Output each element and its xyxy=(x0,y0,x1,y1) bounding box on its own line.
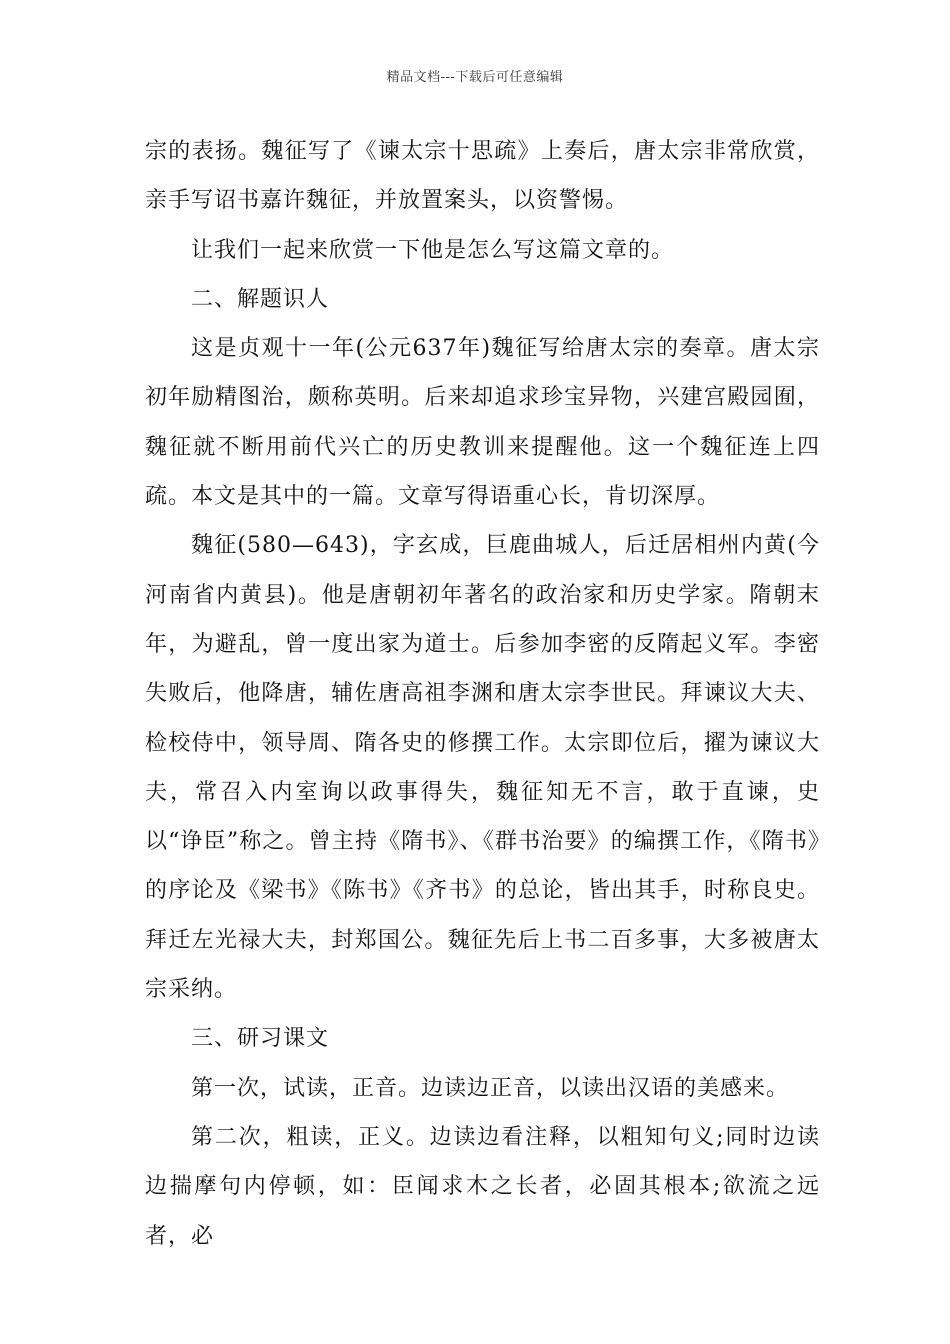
paragraph-1: 宗的表扬。魏征写了《谏太宗十思疏》上奏后，唐太宗非常欣赏，亲手写诏书嘉许魏征，并放置案头，以资警惕。 xyxy=(145,139,820,214)
paragraph-2: 让我们一起来欣赏一下他是怎么写这篇文章的。 xyxy=(191,237,675,263)
section-heading-2: 二、解题识人 xyxy=(191,286,330,312)
paragraph-4: 魏征(580—643)，字玄成，巨鹿曲城人，后迁居相州内黄(今河南省内黄县)。他是唐朝初年著名的政治家和历史学家。隋朝末年，为避乱，曾一度出家为道士。后参加李密的反隋起义军。李密失败后，他降唐，辅佐唐高祖李渊和唐太宗李世民。拜谏议大夫、检校侍中，领导周、隋各史的修撰工作。太宗即位后，擢为谏议大夫，常召入内室询以政事得失，魏征知无不言，敢于直谏，史以“诤臣”称之。曾主持《隋书》、《群书治要》的编撰工作，《隋书》的序论及《梁书》《陈书》《齐书》的总论，皆出其手，时称良史。拜迁左光禄大夫，封郑国公。魏征先后上书二百多事，大多被唐太宗采纳。 xyxy=(145,533,820,1003)
paragraph-3: 这是贞观十一年(公元637年)魏征写给唐太宗的奏章。唐太宗初年励精图治，颇称英明。后来却追求珍宝异物，兴建宫殿园囿，魏征就不断用前代兴亡的历史教训来提醒他。这一个魏征连上四疏。本文是其中的一篇。文章写得语重心长，肯切深厚。 xyxy=(145,336,820,510)
paragraph-6: 第二次，粗读，正义。边读边看注释，以粗知句义;同时边读边揣摩句内停顿，如：臣闻求木之长者，必固其根本;欲流之远者，必 xyxy=(145,1124,820,1249)
page-header: 精品文档---下载后可任意编辑 xyxy=(386,70,564,85)
paragraph-5: 第一次，试读，正音。边读边正音，以读出汉语的美感来。 xyxy=(191,1075,790,1101)
section-heading-3: 三、研习课文 xyxy=(191,1026,330,1052)
document-body xyxy=(145,127,820,1261)
